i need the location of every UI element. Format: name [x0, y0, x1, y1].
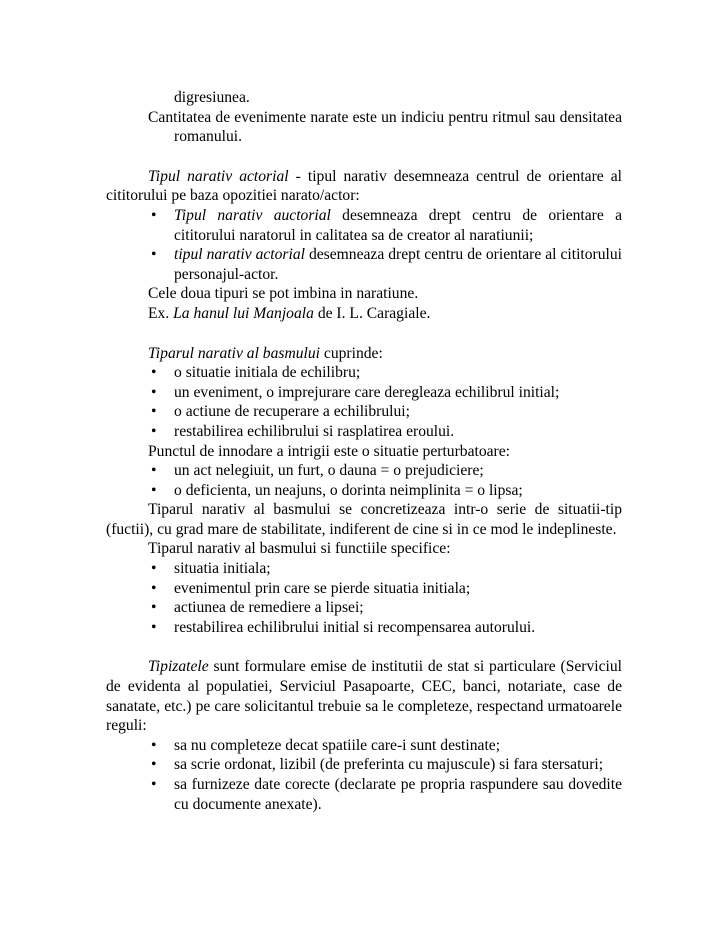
- text-tipizatele: sunt formulare emise de institutii de stat si particulare (Serviciul de evidenta al populatiei, Serviciul Pasapoarte, CEC, banci, notariate, case de sanatate, etc.) pe care solicitantul trebuie sa le completeze, respectand urmatoarele reguli:: [106, 658, 622, 735]
- page-content: [106, 88, 622, 814]
- list-item-text: restabilirea echilibrului initial si recompensarea autorului.: [174, 618, 536, 636]
- list-item: [106, 598, 622, 618]
- term-actorial: tipul narativ actorial: [174, 246, 305, 264]
- list-item: [106, 206, 622, 245]
- paragraph-tipul-narativ: [106, 167, 622, 206]
- list-item: [106, 755, 622, 775]
- paragraph-tipizatele: [106, 657, 622, 735]
- list-item-text: restabilirea echilibrului si rasplatirea eroului.: [174, 422, 455, 440]
- list-item-text: evenimentul prin care se pierde situatia initiala;: [174, 579, 471, 597]
- list-tipar-basm: [106, 363, 622, 441]
- bullet-icon: •: [151, 383, 157, 401]
- list-item-text: situatia initiala;: [174, 560, 271, 578]
- list-item-text: o deficienta, un neajuns, o dorinta neimplinita = o lipsa;: [174, 481, 523, 499]
- list-item: [106, 402, 622, 422]
- term-la-hanul: La hanul lui Manjoala: [173, 304, 314, 322]
- text-digresiunea: digresiunea.: [174, 89, 250, 106]
- text-imbina: Cele doua tipuri se pot imbina in naratiune.: [148, 285, 419, 303]
- list-item-text: o actiune de recuperare a echilibrului;: [174, 403, 410, 421]
- paragraph-continuation: [106, 88, 622, 108]
- term-tiparul-basmului: Tiparul narativ al basmului: [148, 344, 320, 362]
- list-item: [106, 363, 622, 383]
- paragraph-cantitatea: [106, 108, 622, 147]
- bullet-icon: •: [151, 403, 157, 421]
- paragraph-functiile: [106, 539, 622, 559]
- term-tipul-narativ-actorial: Tipul narativ actorial: [148, 167, 289, 185]
- bullet-icon: •: [151, 776, 157, 793]
- list-item: [106, 736, 622, 756]
- list-item-text: sa nu completeze decat spatiile care-i sunt destinate;: [174, 736, 501, 754]
- list-tipuri-narative: [106, 206, 622, 284]
- bullet-icon: •: [151, 246, 157, 264]
- list-perturbatoare: [106, 461, 622, 500]
- bullet-icon: •: [151, 422, 157, 440]
- bullet-icon: •: [151, 206, 157, 224]
- paragraph-gap: [106, 637, 622, 657]
- list-item: [106, 245, 622, 284]
- text-ex: Ex.: [148, 304, 174, 322]
- list-item: [106, 481, 622, 501]
- text-cantitatea: Cantitatea de evenimente narate este un indiciu pentru ritmul sau densitatea romanului.: [148, 108, 622, 146]
- text-situatii-tip: Tiparul narativ al basmului se concretizeaza intr-o serie de situatii-tip (fuctii), cu grad mare de stabilitate, indiferent de cine si in ce mod le indeplineste.: [106, 501, 622, 538]
- list-functii: [106, 559, 622, 637]
- text-functiile: Tiparul narativ al basmului si functiile specifice:: [148, 540, 451, 558]
- text-tipul-narativ: - tipul narativ desemneaza centrul de orientare al cititorului pe baza opozitiei narato/actor:: [106, 167, 622, 205]
- list-item-text: un act nelegiuit, un furt, o dauna = o prejudiciere;: [174, 462, 484, 480]
- term-tipizatele: Tipizatele: [148, 658, 209, 676]
- list-item: [106, 422, 622, 442]
- bullet-icon: •: [151, 579, 157, 597]
- list-item: [106, 775, 622, 814]
- paragraph-situatii-tip: [106, 500, 622, 539]
- text-cuprinde: cuprinde:: [320, 344, 383, 362]
- text-auctorial: desemneaza drept centru de orientare a cititorului naratorul in calitatea sa de creator al naratiunii;: [174, 206, 622, 244]
- bullet-icon: •: [151, 618, 157, 636]
- list-item: [106, 383, 622, 403]
- paragraph-tiparul-basmului: [106, 344, 622, 364]
- list-item: [106, 461, 622, 481]
- term-auctorial: Tipul narativ auctorial: [174, 206, 331, 224]
- list-item: [106, 618, 622, 638]
- list-item-text: sa scrie ordonat, lizibil (de preferinta cu majuscule) si fara stersaturi;: [174, 756, 604, 774]
- list-item-text: o situatie initiala de echilibru;: [174, 364, 361, 382]
- bullet-icon: •: [151, 560, 157, 578]
- list-item-text: sa furnizeze date corecte (declarate pe propria raspundere sau dovedite cu documente anexate).: [174, 776, 622, 813]
- list-item-text: actiunea de remediere a lipsei;: [174, 599, 364, 617]
- bullet-icon: •: [151, 756, 157, 774]
- text-punctul: Punctul de innodare a intrigii este o situatie perturbatoare:: [148, 442, 511, 460]
- bullet-icon: •: [151, 481, 157, 499]
- paragraph-imbina: [106, 284, 622, 304]
- list-item-text: un eveniment, o imprejurare care deregleaza echilibrul initial;: [174, 383, 560, 401]
- bullet-icon: •: [151, 462, 157, 480]
- paragraph-punctul-de-innodare: [106, 442, 622, 462]
- paragraph-gap: [106, 324, 622, 344]
- bullet-icon: •: [151, 599, 157, 617]
- list-item: [106, 559, 622, 579]
- bullet-icon: •: [151, 736, 157, 754]
- paragraph-example: [106, 304, 622, 324]
- text-actorial: desemneaza drept centru de orientare al cititorului personajul-actor.: [174, 246, 622, 283]
- text-caragiale: de I. L. Caragiale.: [313, 304, 431, 322]
- list-item: [106, 579, 622, 599]
- list-reguli: [106, 736, 622, 814]
- bullet-icon: •: [151, 364, 157, 382]
- paragraph-gap: [106, 147, 622, 167]
